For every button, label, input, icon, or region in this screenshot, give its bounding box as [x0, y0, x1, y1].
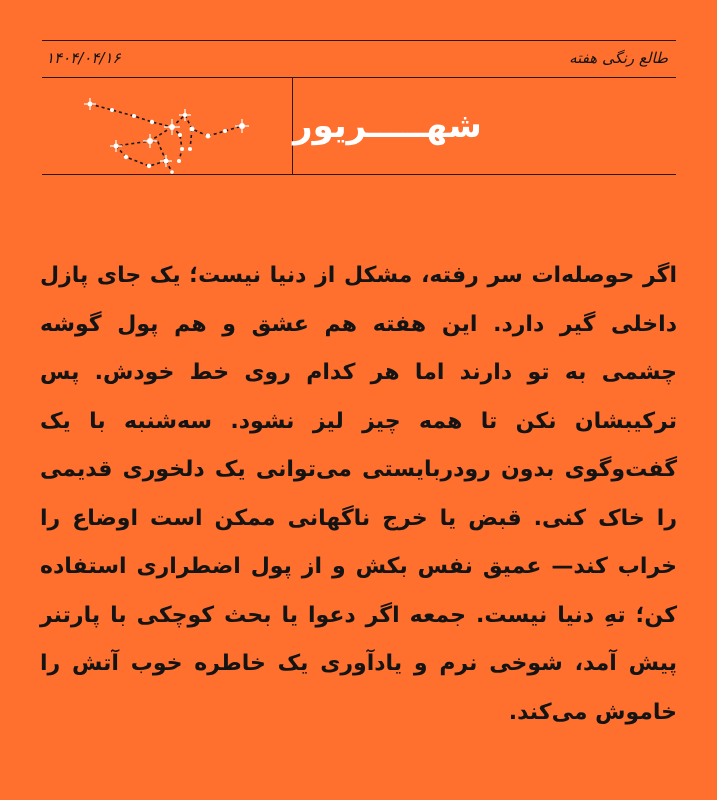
header-frame [42, 40, 676, 175]
header-top-row [42, 41, 676, 78]
brand-title: طالع رنگی هفته [569, 49, 668, 67]
issue-date: ۱۴۰۴/۰۴/۱۶ [46, 49, 121, 67]
constellation-svg [42, 77, 292, 174]
month-title: شهـــــریور [293, 105, 482, 146]
horoscope-text: اگر حوصله‌ات سر رفته، مشکل از دنیا نیست؛ یک جای پازل داخلی گیر دارد. این هفته هم عشق و هم پول گوشه چشمی به تو دارند اما هر کدام روی خط خودش. پس ترکیبشان نکن تا همه چیز لیز نشود. سه‌شنبه با یک گفت‌وگوی بدون رودربایستی می‌توانی یک دلخوری قدیمی را خاک کنی. قبض یا خرج ناگهانی ممکن است اوضاع را خراب کند— عمیق نفس بکش و از پول اضطراری استفاده کن؛ تهِ دنیا نیست. جمعه اگر دعوا یا بحث کوچکی با پارتنر پیش آمد، شوخی نرم و یادآوری یک خاطره خوب آتش را خاموش می‌کند. [40, 263, 677, 725]
virgo-constellation-icon [42, 77, 292, 174]
